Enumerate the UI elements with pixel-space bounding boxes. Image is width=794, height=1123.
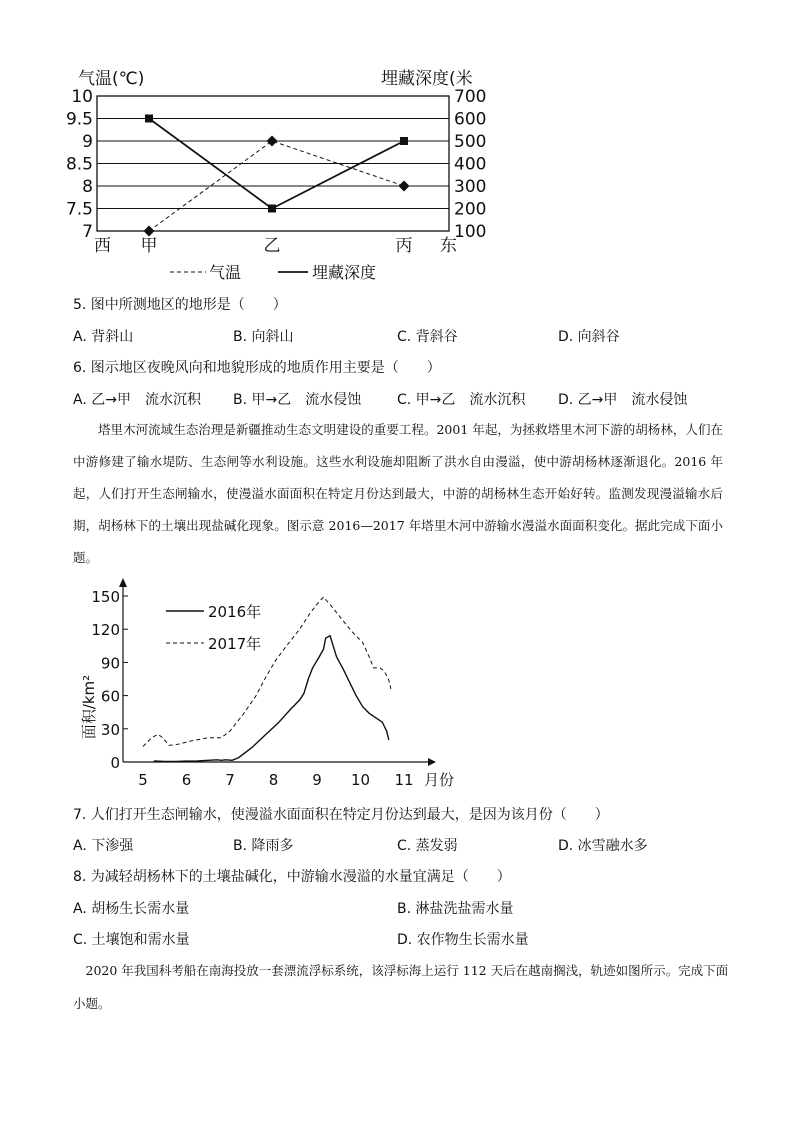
question-7-option-c: C. 蒸发弱 — [397, 838, 458, 854]
chart-temperature-depth — [0, 0, 794, 300]
question-8-option-c: C. 土壤饱和需水量 — [73, 932, 190, 948]
chart1-right-tick-label: 500 — [454, 132, 487, 152]
question-8-option-b: B. 淋盐洗盐需水量 — [397, 901, 514, 917]
chart1-temperature-point — [267, 136, 278, 147]
chart2-y-axis-label: 面积/km² — [80, 674, 98, 740]
question-5-option-a: A. 背斜山 — [73, 329, 134, 345]
question-5-option-d: D. 向斜谷 — [558, 329, 620, 345]
chart1-left-tick-label: 8 — [82, 177, 93, 197]
passage-tarim-river: 塔里木河流域生态治理是新疆推动生态文明建设的重要工程。2001 年起，为拯救塔里木河下游的胡杨林，人们在中游修建了输水堤防、生态闸等水利设施。这些水利设施却阻断了洪水自由漫溢，使中游胡杨林逐渐退化。2016 年起，人们打开生态闸输水，使漫溢水面面积在特定月份达到最大，中游的胡杨林生态开始好转。监测发现漫溢输水后期，胡杨林下的土壤出现盐碱化现象。图示意 2016—2017 年塔里木河中游输水漫溢水面面积变化。据此完成下面小题。 — [73, 422, 723, 565]
chart1-left-tick-label: 8.5 — [65, 154, 93, 175]
question-8-stem: 8. 为减轻胡杨林下的土壤盐碱化，中游输水漫溢的水量宜满足（ ） — [73, 869, 511, 885]
chart2-x-axis-label: 月份 — [424, 771, 455, 789]
chart2-x-tick-label: 9 — [312, 771, 322, 789]
chart1-left-tick-label: 7.5 — [65, 199, 93, 220]
chart1-right-tick-label: 300 — [454, 177, 487, 197]
chart1-left-tick-label: 7 — [82, 222, 93, 242]
chart1-x-category-label: 乙 — [263, 236, 281, 256]
chart2-y-tick-label: 60 — [100, 687, 120, 706]
question-6-option-a: A. 乙→甲 流水沉积 — [73, 392, 201, 408]
question-5-option-b: B. 向斜山 — [233, 329, 294, 345]
chart1-gridlines — [97, 119, 449, 209]
chart1-depth-point — [400, 137, 408, 145]
chart2-y-tick-label: 90 — [100, 654, 120, 673]
chart2-y-tick-label: 30 — [100, 720, 120, 739]
chart2-x-tick-label: 7 — [225, 771, 235, 789]
question-7-option-b: B. 降雨多 — [233, 838, 294, 854]
chart2-legend-2016-label: 2016年 — [208, 603, 262, 621]
question-8-option-a: A. 胡杨生长需水量 — [73, 901, 190, 917]
question-5-stem: 5. 图中所测地区的地形是（ ） — [73, 297, 287, 313]
question-5-option-c: C. 背斜谷 — [397, 329, 458, 345]
question-8-option-d: D. 农作物生长需水量 — [397, 932, 529, 948]
chart2-series-2016-line — [154, 636, 389, 762]
question-6-option-c: C. 甲→乙 流水沉积 — [397, 392, 526, 408]
chart2-x-axis-arrow — [428, 758, 436, 766]
chart1-left-tick-label: 9 — [82, 132, 93, 152]
chart2-y-axis-arrow — [119, 578, 127, 587]
chart1-x-west-label: 西 — [94, 236, 111, 256]
chart1-legend-depth-label: 埋藏深度 — [312, 263, 377, 282]
question-6-option-d: D. 乙→甲 流水侵蚀 — [558, 392, 688, 408]
chart-flood-area — [0, 570, 794, 800]
question-7-stem: 7. 人们打开生态闸输水，使漫溢水面面积在特定月份达到最大，是因为该月份（ ） — [73, 807, 609, 823]
question-6-option-b: B. 甲→乙 流水侵蚀 — [233, 392, 362, 408]
chart2-x-tick-label: 11 — [394, 771, 414, 789]
chart1-x-category-label: 甲 — [140, 236, 158, 256]
chart2-y-tick-label: 150 — [91, 588, 120, 606]
chart1-right-tick-label: 400 — [454, 154, 487, 175]
chart2-x-tick-label: 5 — [138, 771, 148, 789]
chart1-depth-point — [268, 205, 276, 213]
question-7-option-d: D. 冰雪融水多 — [558, 838, 648, 854]
chart1-left-tick-label: 9.5 — [65, 109, 93, 130]
passage-drifting-buoy: 2020 年我国科考船在南海投放一套漂流浮标系统，该浮标海上运行 112 天后在越南搁浅，轨迹如图所示。完成下面小题。 — [73, 963, 729, 1011]
chart1-left-tick-label: 10 — [71, 87, 93, 107]
question-6-stem: 6. 图示地区夜晚风向和地貌形成的地质作用主要是（ ） — [73, 360, 441, 376]
chart1-right-tick-label: 700 — [454, 87, 487, 107]
question-7-option-a: A. 下渗强 — [73, 838, 134, 854]
chart2-legend-2017-label: 2017年 — [208, 635, 262, 653]
chart2-x-tick-label: 10 — [350, 771, 371, 789]
chart1-right-tick-label: 600 — [454, 109, 487, 130]
chart2-x-tick-label: 8 — [268, 771, 279, 789]
chart1-x-category-label: 丙 — [395, 236, 413, 256]
chart2-series-2017-line — [143, 597, 391, 746]
chart2-y-tick-label: 120 — [91, 621, 120, 640]
chart1-right-tick-label: 200 — [454, 199, 487, 220]
chart1-depth-point — [145, 115, 153, 123]
chart1-left-axis-label: 气温(℃) — [78, 69, 145, 89]
chart1-right-tick-label: 100 — [454, 222, 487, 242]
chart2-x-tick-label: 6 — [181, 771, 192, 789]
chart2-y-tick-label: 0 — [110, 754, 120, 772]
chart1-temperature-point — [399, 181, 410, 192]
chart1-right-axis-label: 埋藏深度(米 — [381, 69, 473, 89]
chart1-temperature-point — [144, 226, 155, 237]
chart1-legend-temperature-label: 气温 — [209, 263, 242, 282]
chart1-x-east-label: 东 — [440, 236, 457, 256]
